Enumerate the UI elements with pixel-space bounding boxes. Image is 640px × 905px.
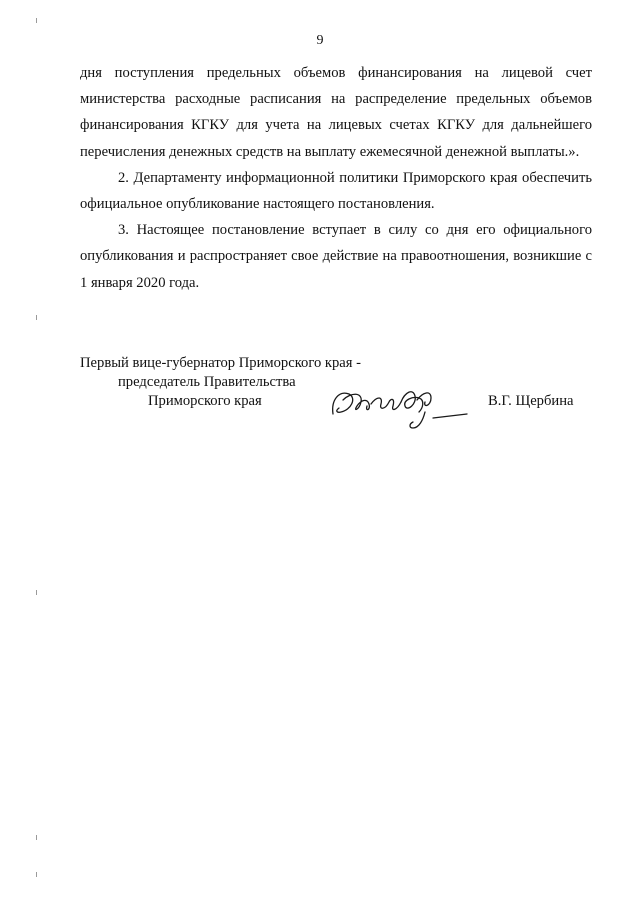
paragraph-continuation: дня поступления предельных объемов финансирования на лицевой счет министерства расходные расписания на распределение предельных объемов финансирования КГКУ для учета на лицевых счетах КГКУ для дальнейшего перечисления денежных средств на выплату ежемесячной денежной выплаты.». <box>80 65 592 160</box>
margin-mark <box>36 590 37 595</box>
paragraph-item-2: 2. Департаменту информационной политики Приморского края обеспечить официальное опубликование настоящего постановления. <box>80 169 592 213</box>
page-number: 9 <box>316 33 324 48</box>
document-body <box>80 60 592 296</box>
handwritten-signature <box>327 378 477 432</box>
paragraph-item-3: 3. Настоящее постановление вступает в силу со дня его официального опубликования и распространяет свое действие на правоотношения, возникшие с 1 января 2020 года. <box>80 222 592 291</box>
signatory-title-line-1: Первый вице-губернатор Приморского края - <box>80 355 362 371</box>
signature-block <box>80 354 592 434</box>
signatory-name: В.Г. Щербина <box>488 393 574 409</box>
margin-mark <box>36 872 37 877</box>
signatory-title-line-3: Приморского края <box>148 393 262 409</box>
signatory-title-line-2: председатель Правительства <box>118 374 296 390</box>
margin-mark <box>36 18 37 23</box>
margin-mark <box>36 315 37 320</box>
margin-mark <box>36 835 37 840</box>
